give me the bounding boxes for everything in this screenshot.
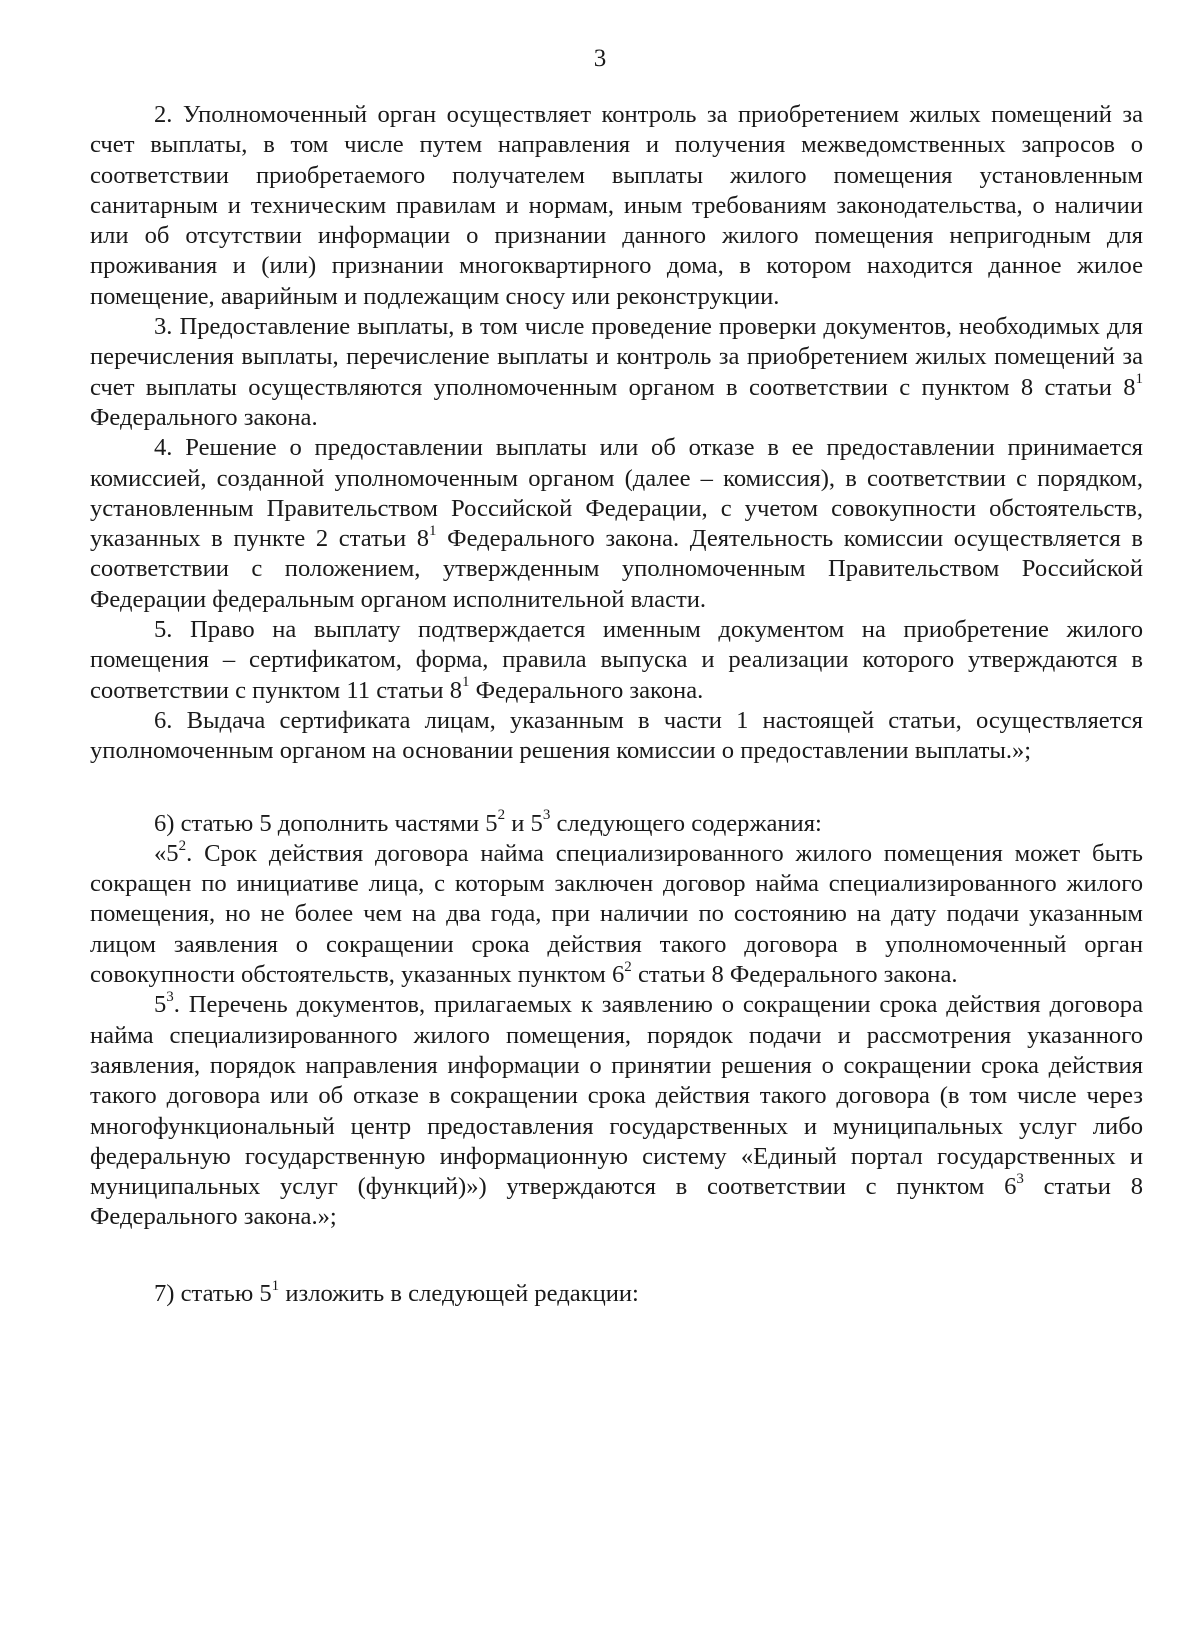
superscript: 1 xyxy=(429,522,437,539)
superscript: 1 xyxy=(271,1277,280,1294)
paragraph-5-2: «$5^2$. Срок действия договора найма специализированного жилого помещения может быть сокращен по инициативе лица, с которым заключен договор найма специализированного жилого помещения, но не более чем на два года, при наличии по состоянию на дату подачи указанным лицом заявления о сокращении срока действия такого договора в уполномоченный орган совокупности обстоятельств, указанных пунктом $6^2$ статьи 8 Федерального закона. xyxy=(90,837,1143,989)
paragraph-4: 4. Решение о предоставлении выплаты или об отказе в ее предоставлении принимается комиссией, созданной уполномоченным органом (далее – комиссия), в соответствии с порядком, установленным Правительством Российской Федерации, с учетом совокупности обстоятельств, указанных в пункте 2 статьи $8^1$ Федерального закона. Деятельность комиссии осуществляется в соответствии с положением, утвержденным уполномоченным Правительством Российской Федерации федеральным органом исполнительной власти. xyxy=(90,434,1144,613)
superscript: 2 xyxy=(624,958,632,975)
paragraph-3: 3. Предоставление выплаты, в том числе проведение проверки документов, необходимых для перечисления выплаты, перечисление выплаты и контроль за приобретением жилых помещений за счет выплаты осуществляются уполномоченным органом в соответствии с пунктом 8 статьи $8^1$ Федерального закона. xyxy=(90,313,1143,431)
superscript: 1 xyxy=(462,674,470,691)
superscript: 2 xyxy=(178,837,187,854)
superscript: 3 xyxy=(1016,1170,1024,1187)
paragraph-5: 5. Право на выплату подтверждается именным документом на приобретение жилого помещения – сертификатом, форма, правила выпуска и реализации которого утверждаются в соответствии с пунктом 11 статьи $8^1$ Федерального закона. xyxy=(90,616,1143,704)
document-body xyxy=(90,100,1143,1309)
superscript: 3 xyxy=(542,807,551,824)
paragraph-6: 6. Выдача сертификата лицам, указанным в части 1 настоящей статьи, осуществляется уполномоченным органом на основании решения комиссии о предоставлении выплаты.»; xyxy=(90,706,1143,765)
item-6: 6) статью 5 дополнить частями $5^2$ и $5^3$ следующего содержания: xyxy=(154,807,822,837)
page-number: 3 xyxy=(593,45,607,72)
superscript: 2 xyxy=(497,807,506,824)
item-7: 7) статью $5^1$ изложить в следующей редакции: xyxy=(154,1277,639,1307)
superscript: 3 xyxy=(166,989,174,1006)
paragraph-5-3: $5^3$. Перечень документов, прилагаемых к заявлению о сокращении срока действия договора найма специализированного жилого помещения, порядок подачи и рассмотрения указанного заявления, порядок направления информации о принятии решения о сокращении срока действия такого договора или об отказе в сокращении срока действия такого договора (в том числе через многофункциональный центр предоставления государственных и муниципальных услуг либо федеральную государственную информационную систему «Единый портал государственных и муниципальных услуг (функций)») утверждаются в соответствии с пунктом $6^3$ статьи 8 Федерального закона.»; xyxy=(90,989,1143,1231)
paragraph-2: 2. Уполномоченный орган осуществляет контроль за приобретением жилых помещений за счет выплаты, в том числе путем направления и получения межведомственных запросов о соответствии приобретаемого получателем выплаты жилого помещения установленным санитарным и техническим правилам и нормам, иным требованиям законодательства, о наличии или об отсутствии информации о признании данного жилого помещения непригодным для проживания и (или) признании многоквартирного дома, в котором находится данное жилое помещение, аварийным и подлежащим сносу или реконструкции. xyxy=(90,101,1143,310)
superscript: 1 xyxy=(1135,371,1143,388)
